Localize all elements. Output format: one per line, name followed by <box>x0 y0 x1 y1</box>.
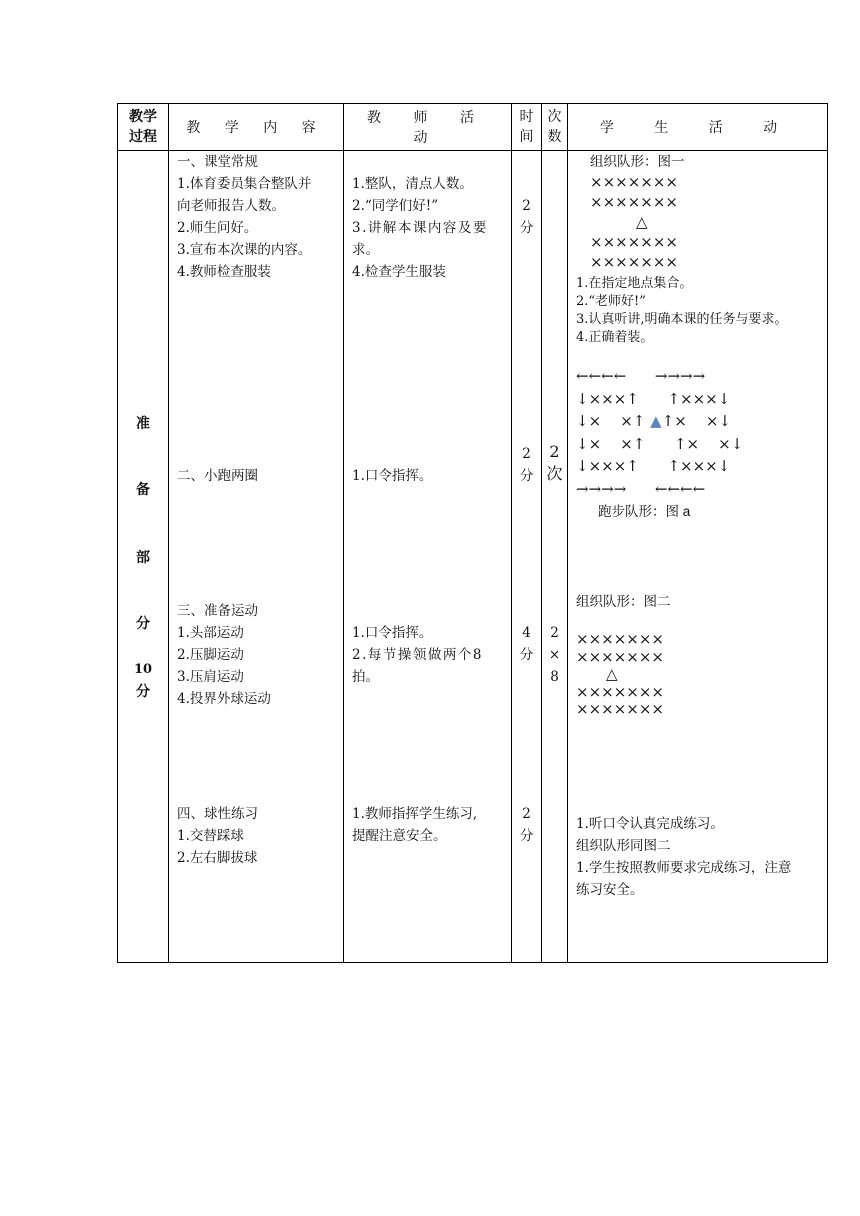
content-line: 三、准备运动 <box>177 603 258 619</box>
content-line: 1.交替踩球 <box>177 828 244 844</box>
student-line: 1.学生按照教师要求完成练习，注意 <box>576 860 792 876</box>
header-student-label: 学 生 活 动 <box>599 120 796 136</box>
content-line: 向老师报告人数。 <box>177 198 285 214</box>
formation-row: ××××××× <box>576 647 664 666</box>
section-2-time <box>512 443 541 487</box>
content-cell <box>169 151 344 963</box>
formation-row: ××××××× <box>590 253 678 271</box>
header-time-line1: 时 <box>519 109 534 125</box>
teacher-line: 2.每节操领做两个8 <box>352 647 483 663</box>
header-time <box>512 104 542 151</box>
teacher-line: 3.讲解本课内容及要 <box>352 220 488 236</box>
teacher-line: 1.口令指挥。 <box>352 625 433 641</box>
run-row: ↓× ×↑ ↑× ×↓ <box>576 434 744 453</box>
running-formation-caption: 跑步队形：图 a <box>598 504 691 519</box>
stage-cell <box>118 151 169 963</box>
content-line: 1.体育委员集合整队并 <box>177 176 312 192</box>
time-value: 2 <box>522 198 531 214</box>
header-student <box>568 104 828 151</box>
lesson-plan-table <box>117 103 828 963</box>
stage-duration-number: 10 <box>133 662 153 677</box>
student-line: 2.“老师好!” <box>576 294 646 309</box>
student-line: 3.认真听讲,明确本课的任务与要求。 <box>576 312 788 327</box>
stage-char-2: 备 <box>136 482 150 498</box>
run-row: ↓×××↑ ↑×××↓ <box>576 389 731 408</box>
count-value: 2 <box>549 442 560 461</box>
formation-1-diagram <box>590 172 678 272</box>
content-line: 2.左右脚拔球 <box>177 850 258 866</box>
count-cell <box>542 151 568 963</box>
run-row-right: ↑× ×↓ <box>661 412 732 430</box>
teacher-line: 提醒注意安全。 <box>352 828 447 844</box>
header-process-line2: 过程 <box>129 129 157 145</box>
running-formation-diagram <box>576 365 743 500</box>
count-value: 8 <box>550 669 559 685</box>
formation-2-diagram <box>576 631 664 719</box>
section-3-teacher <box>352 622 483 688</box>
teacher-line: 1.整队，清点人数。 <box>352 176 473 192</box>
teacher-line: 1.教师指挥学生练习, <box>352 806 478 822</box>
formation-row: ××××××× <box>590 233 678 251</box>
stage-char-1: 准 <box>136 416 150 432</box>
content-line: 一、课堂常规 <box>177 154 258 170</box>
header-teacher <box>344 104 512 151</box>
header-row <box>118 104 828 151</box>
content-line: 4.投界外球运动 <box>177 691 271 707</box>
teacher-position-icon: △ <box>636 213 648 231</box>
header-count-line1: 次 <box>547 109 562 125</box>
section-1-time <box>512 195 541 239</box>
section-3-time <box>512 622 541 666</box>
student-cell <box>568 151 828 963</box>
stage-char-4: 分 <box>136 616 150 632</box>
time-value: 2 <box>522 806 531 822</box>
body-row <box>118 151 828 963</box>
section-2-count <box>542 441 567 485</box>
content-line: 4.教师检查服装 <box>177 264 271 280</box>
section-2-teacher <box>352 465 432 487</box>
content-line: 二、小跑两圈 <box>177 468 258 484</box>
student-line: 1.听口令认真完成练习。 <box>576 816 724 832</box>
content-line: 1.头部运动 <box>177 625 244 641</box>
student-line: 组织队形同图二 <box>576 838 671 854</box>
run-row: ↓×××↑ ↑×××↓ <box>576 457 731 475</box>
formation-2-title: 组织队形：图二 <box>576 594 671 610</box>
header-content <box>169 104 344 151</box>
teacher-cell <box>344 151 512 963</box>
section-1-content <box>177 151 311 283</box>
teacher-position-icon: △ <box>606 665 618 683</box>
formation-row: ××××××× <box>576 700 664 718</box>
content-line: 2.师生问好。 <box>177 220 258 236</box>
count-times: × <box>548 647 561 663</box>
content-line: 3.宣布本次课的内容。 <box>177 242 312 258</box>
time-cell <box>512 151 542 963</box>
teacher-line: 1.口令指挥。 <box>352 468 433 484</box>
section-2-content <box>177 465 258 487</box>
run-row-center <box>576 410 743 433</box>
time-value: 2 <box>522 446 531 462</box>
time-unit: 分 <box>519 468 534 484</box>
header-process-line1: 教学 <box>129 109 157 125</box>
header-time-line2: 间 <box>519 129 534 145</box>
stage-duration-unit: 分 <box>136 684 150 700</box>
formation-row: ××××××× <box>576 630 664 648</box>
run-row: ←←←← →→→→ <box>576 367 706 385</box>
header-count <box>542 104 568 151</box>
time-value: 4 <box>522 625 531 641</box>
teacher-line: 拍。 <box>352 669 379 685</box>
section-4-student <box>576 813 791 901</box>
formation-row: ××××××× <box>590 173 678 191</box>
section-4-teacher <box>352 803 477 847</box>
count-unit: 次 <box>546 464 563 483</box>
time-unit: 分 <box>519 220 534 236</box>
content-line: 3.压肩运动 <box>177 669 244 685</box>
student-line: 4.正确着装。 <box>576 330 654 345</box>
header-count-line2: 数 <box>547 129 562 145</box>
formation-row: ××××××× <box>590 193 678 211</box>
run-row: →→→→ ←←←← <box>576 479 706 498</box>
header-process <box>118 104 169 151</box>
section-1-student <box>576 275 788 347</box>
section-1-teacher <box>352 173 488 283</box>
time-unit: 分 <box>519 647 534 663</box>
formation-1-title: 组织队形：图一 <box>590 154 685 170</box>
teacher-line: 求。 <box>352 242 379 258</box>
student-line: 1.在指定地点集合。 <box>576 276 693 291</box>
teacher-line: 4.检查学生服装 <box>352 264 446 280</box>
student-line: 练习安全。 <box>576 882 644 898</box>
content-line: 四、球性练习 <box>177 806 258 822</box>
section-3-count <box>542 622 567 688</box>
teacher-triangle-icon: ▲ <box>650 412 662 430</box>
stage-char-3: 部 <box>136 550 150 566</box>
formation-row: ××××××× <box>576 682 664 701</box>
time-unit: 分 <box>519 828 534 844</box>
content-line: 2.压脚运动 <box>177 647 244 663</box>
header-teacher-label: 教 师 活 动 <box>367 110 488 146</box>
run-row-left: ↓× ×↑ <box>576 412 646 430</box>
header-content-label: 教 学 内 容 <box>186 120 326 136</box>
count-value: 2 <box>550 625 559 641</box>
teacher-line: 2.“同学们好!” <box>352 198 439 214</box>
section-4-time <box>512 803 541 847</box>
section-3-content <box>177 600 271 710</box>
section-4-content <box>177 803 258 869</box>
